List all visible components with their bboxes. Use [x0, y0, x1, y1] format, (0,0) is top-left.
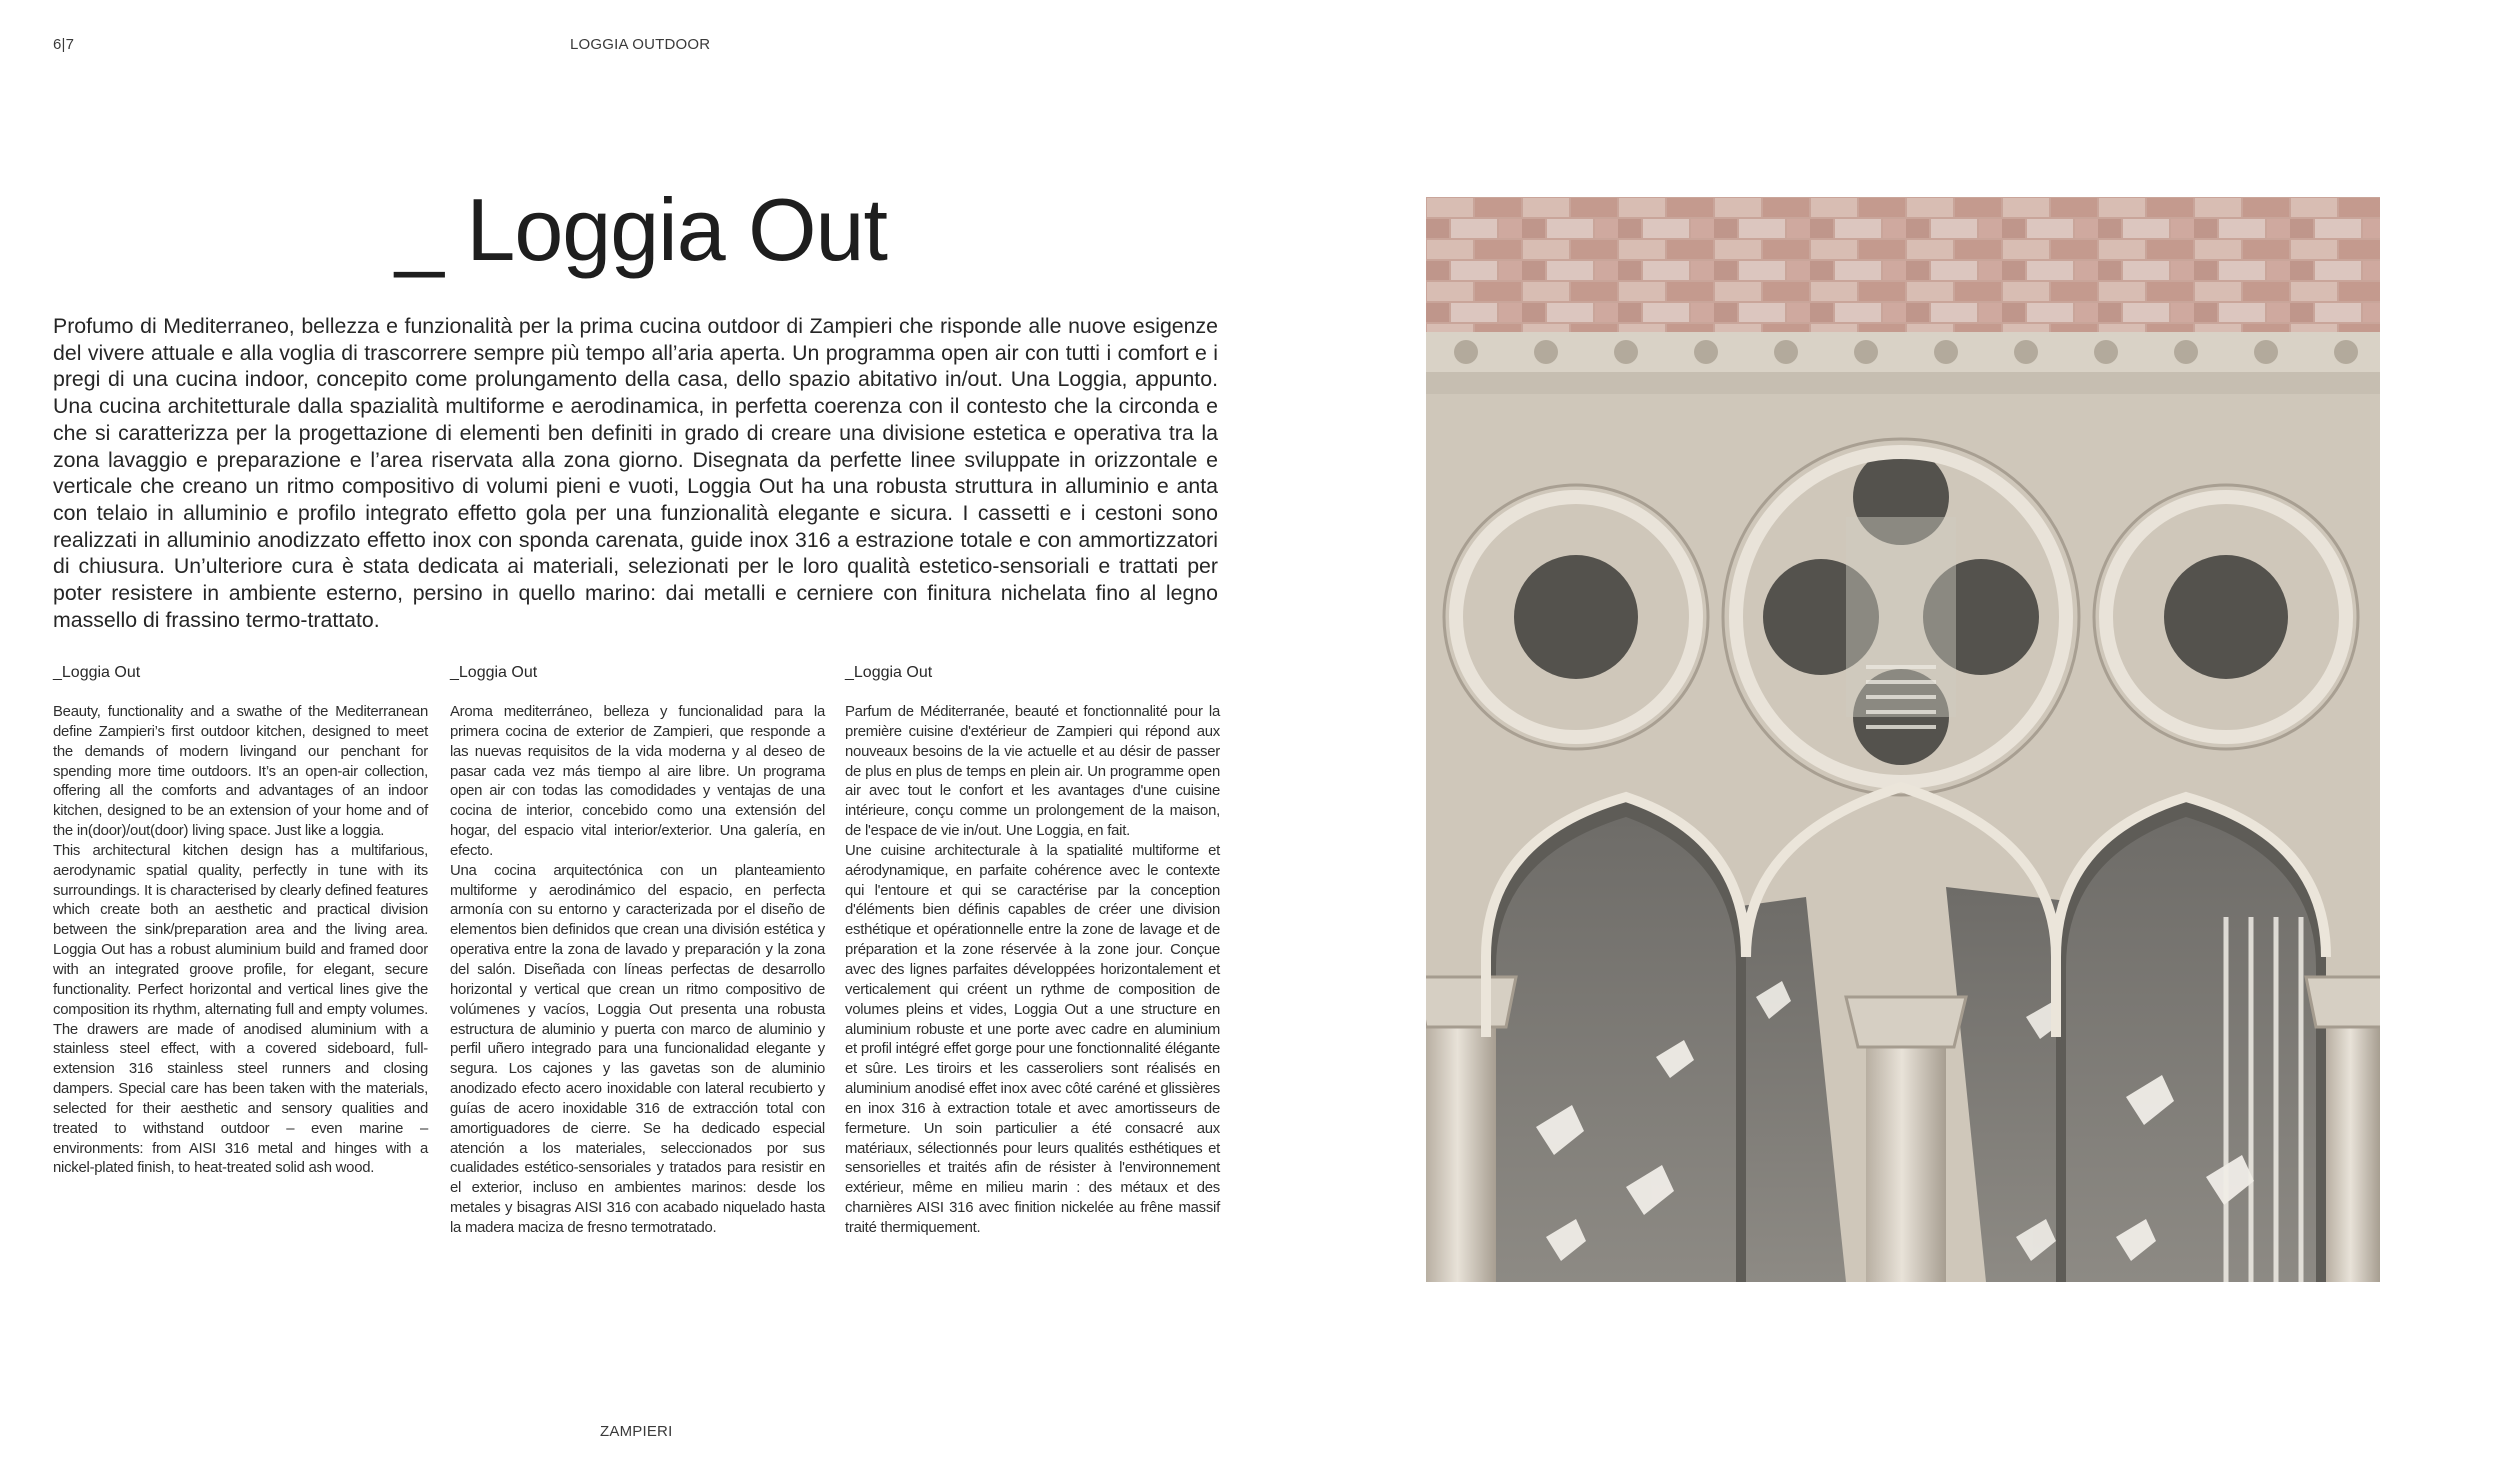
- column-paragraph: This architectural kitchen design has a multifarious, aerodynamic spatial quality, perfectly in tune with its surroundings. It is characterised by clearly defined features which create both an aesthetic and practical division between the sink/preparation area and the living area. Loggia Out has a robust aluminium build and framed door with an integrated groove profile, for elegant, secure functionality. Perfect horizontal and vertical lines give the composition its rhythm, alternating full and empty volumes. The drawers are made of anodised aluminium with a stainless steel effect, with a covered sideboard, full-extension 316 stainless steel runners and closing dampers. Special care has been taken with the materials, selected for their aesthetic and sensory qualities and treated to withstand outdoor – even marine – environments: from AISI 316 metal and hinges with a nickel-plated finish, to heat-treated solid ash wood.: [53, 842, 428, 1177]
- column-heading-fr: _Loggia Out: [845, 664, 933, 681]
- column-text-es: [450, 703, 825, 1239]
- column-paragraph: Una cocina arquitectónica con un planteamiento multiforme y aerodinámico del espacio, en perfecta armonía con su entorno y caracterizada por el diseño de elementos bien definidos que crean una división estética y operativa entre la zona de lavado y preparación y la zona del salón. Diseñada con líneas perfectas de desarrollo horizontal y vertical que crean un ritmo compositivo de volúmenes y vacíos, Loggia Out presenta una robusta estructura de aluminio y puerta con marco de aluminio y perfil uñero integrado para una funcionalidad elegante y segura. Los cajones y las gavetas son de aluminio anodizado efecto acero inoxidable con lateral recubierto y guías de acero inoxidable 316 de extracción total con amortiguadores de cierre. Se ha dedicado especial atención a los materiales, seleccionados por sus cualidades estético-sensoriales y tratados para resistir en el exterior, incluso en ambientes marinos: desde los metales y bisagras AISI 316 con acabado niquelado hasta la madera maciza de fresno termotratado.: [450, 862, 825, 1236]
- loggia-photo: [1426, 197, 2380, 1282]
- column-heading-en: _Loggia Out: [53, 664, 141, 681]
- column-paragraph: Beauty, functionality and a swathe of the Mediterranean define Zampieri’s first outdoor kitchen, designed to meet the demands of modern livingand our penchant for spending more time outdoors. It’s an open-air collection, offering all the comforts and advantages of an indoor kitchen, designed to be an extension of your home and of the in(door)/out(door) living space. Just like a loggia.: [53, 704, 428, 840]
- column-heading-es: _Loggia Out: [450, 664, 538, 681]
- column-text-fr: [845, 703, 1220, 1239]
- footer-brand: ZAMPIERI: [600, 1423, 673, 1440]
- column-paragraph: Parfum de Méditerranée, beauté et fonctionnalité pour la première cuisine d'extérieur de Zampieri qui répond aux nouveaux besoins de la vie actuelle et au désir de passer de plus en plus de temps en plein air. Un programme open air avec tout le confort et les avantages d'une cuisine intérieure, conçu comme un prolongement de la maison, de l'espace de vie in/out. Une Loggia, en fait.: [845, 704, 1220, 840]
- section-label: LOGGIA OUTDOOR: [570, 36, 711, 53]
- intro-paragraph: Profumo di Mediterraneo, bellezza e funzionalità per la prima cucina outdoor di Zampieri che risponde alle nuove esigenze del vivere attuale e alla voglia di trascorrere sempre più tempo all’aria aperta. Un programma open air con tutti i comfort e i pregi di una cucina indoor, concepito come prolungamento della casa, dello spazio abitativo in/out. Una Loggia, appunto. Una cucina architetturale dalla spazialità multiforme e aerodinamica, in perfetta coerenza con il contesto che la circonda e che si caratterizza per la progettazione di elementi ben definiti in grado di creare una divisione estetica e operativa tra la zona lavaggio e preparazione e l’area riservata alla zona giorno. Disegnata da perfette linee sviluppate in orizzontale e verticale che creano un ritmo compositivo di volumi pieni e vuoti, Loggia Out ha una robusta struttura in alluminio e anta con telaio in alluminio e profilo integrato effetto gola per una funzionalità elegante e sicura. I cassetti e i cestoni sono realizzati in alluminio anodizzato effetto inox con sponda carenata, guide inox 316 a estrazione totale e con ammortizzatori di chiusura. Un’ulteriore cura è stata dedicata ai materiali, selezionati per le loro qualità estetico-sensoriali e trattati per poter resistere in ambiente esterno, persino in quello marino: dai metalli e cerniere con finitura nichelata fino al legno massello di frassino termo-trattato.: [53, 314, 1218, 632]
- page-title: _ Loggia Out: [395, 180, 887, 279]
- column-text-en: [53, 703, 428, 1179]
- column-paragraph: Aroma mediterráneo, belleza y funcionalidad para la primera cocina de exterior de Zampieri, que responde a las nuevas requisitos de la vida moderna y al deseo de pasar cada vez más tiempo al aire libre. Un programa open air con todas las comodidades y ventajas de una cocina de interior, concebido como una extensión del hogar, del espacio vital interior/exterior. Una galería, en efecto.: [450, 704, 825, 859]
- column-paragraph: Une cuisine architecturale à la spatialité multiforme et aérodynamique, en parfaite cohérence avec le contexte qui l'entoure et qui se caractérise par la conception d'éléments bien définis capables de créer une division esthétique et opérationnelle entre la zone de lavage et de préparation et la zone réservée à la zone jour. Conçue avec des lignes parfaites développées horizontalement et verticalement qui créent un rythme de composition de volumes pleins et vides, Loggia Out a une structure en aluminium robuste et une porte avec cadre en aluminium et profil intégré effet gorge pour une fonctionnalité élégante et sûre. Les tiroirs et les casseroliers sont réalisés en aluminium anodisé effet inox avec côté caréné et glissières en inox 316 à extraction totale et avec amortisseurs de fermeture. Un soin particulier a été consacré aux matériaux, sélectionnés pour leurs qualités esthétiques et sensorielles et traités afin de résister à l'environnement extérieur, même en milieu marin : des métaux et des charnières AISI 316 avec finition nickelée au frêne massif traité thermiquement.: [845, 842, 1220, 1236]
- page-numbers: 6|7: [53, 36, 75, 53]
